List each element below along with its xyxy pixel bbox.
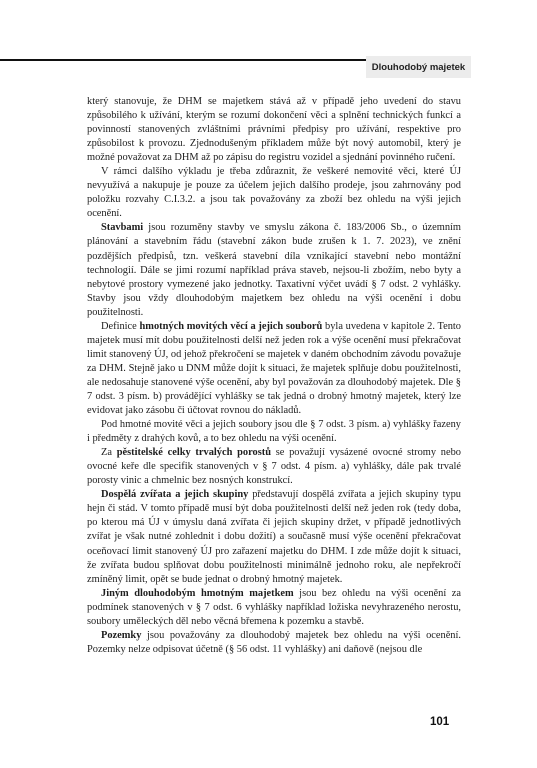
- paragraph-text: jsou bez ohledu na výši ocenění za podmínek stanovených v § 7 odst. 6 vyhlášky například ložiska nevyhrazeného nerostu, soubory uměleckých děl nebo věcná břemena k pozemku a stavbě.: [87, 587, 461, 627]
- defined-term: Pozemky: [101, 629, 142, 641]
- paragraph-text: Definice: [101, 320, 140, 332]
- paragraph: [87, 165, 461, 221]
- paragraph-text: který stanovuje, že DHM se majetkem stává až v případě jeho uvedení do stavu způsobilého k užívání, kterým se rozumí dokončení věci a splnění technických funkcí a povinností stanovených zvláštními právními předpisy pro užívání, respektive pro způsobilost k provozu. Zjednodušeným příkladem může být nový automobil, který je možné považovat za DHM až po zápisu do registru vozidel a sjednání povinného ručení.: [87, 96, 461, 164]
- page-number: 101: [430, 716, 450, 728]
- paragraph-text: se považují vysázené ovocné stromy nebo ovocné keře dle specifik stanovených v § 7 odst. 4 písm. a) vyhlášky, dále pak trvalé porosty vinic a chmelnic bez nosných konstrukcí.: [87, 447, 461, 487]
- paragraph-text: Za: [101, 447, 117, 459]
- defined-term: pěstitelské celky trvalých porostů: [116, 447, 271, 459]
- paragraph-text: představují dospělá zvířata a jejich skupiny typu hejn či stád. V tomto případě musí být doba použitelnosti delší než jeden rok (tedy doba, po kterou má ÚJ v úmyslu daná zvířata či jejich skupiny držet, v případě jednotlivých zvířat je však nutné zohlednit i dobu dožití) a současně musí výše ocenění překračovat oceňovací limit stanovený ÚJ pro zařazení majetku do DHM. I zde může dojít k situaci, že zvířata budou splňovat dobu použitelnosti minimálně jednoho roku, ale nepřekročí zmíněný limit, opět se bude jednat o drobný hmotný majetek.: [87, 489, 461, 585]
- paragraph: [87, 629, 461, 657]
- paragraph: [87, 221, 461, 319]
- paragraph: [87, 418, 461, 446]
- paragraph: [87, 320, 461, 418]
- paragraph: [87, 488, 461, 586]
- defined-term: Dospělá zvířata a jejich skupiny: [101, 489, 249, 501]
- paragraph: [87, 95, 461, 165]
- paragraph-text: byla uvedena v kapitole 2. Tento majetek musí mít dobu použitelnosti delší než jeden rok a výše ocenění musí překračovat limit stanovený ÚJ, od jehož překročení se majetek v daném obchodním závodu považuje za DHM. Stejně jako u DNM může dojít k situaci, že majetek splňuje dobu použitelnosti, ale nedosahuje stanovené výše ocenění, aby byl považován za dlouhodobý majetek. Dle § 7 odst. 3 písm. b) provádějící vyhlášky se tak jedná o drobný hmotný majetek, který lze evidovat jako zásobu či účtovat rovnou do nákladů.: [87, 320, 461, 417]
- defined-term: Stavbami: [101, 222, 144, 234]
- running-header: [366, 56, 471, 78]
- defined-term: Jiným dlouhodobým hmotným majetkem: [101, 587, 294, 599]
- paragraph: [87, 587, 461, 629]
- body-text: [87, 95, 461, 657]
- running-header-title: Dlouhodobý majetek: [371, 61, 466, 73]
- defined-term: hmotných movitých věcí a jejich souborů: [139, 320, 323, 332]
- paragraph: [87, 446, 461, 488]
- paragraph-text: V rámci dalšího výkladu je třeba zdůraznit, že veškeré nemovité věci, které ÚJ nevyužívá a nakupuje je pouze za účelem jejich dalšího prodeje, jsou zahrnovány pod položku rozvahy C.I.3.2. a jsou tak považovány za zboží bez ohledu na výši jejich ocenění.: [87, 166, 461, 220]
- paragraph-text: jsou rozuměny stavby ve smyslu zákona č. 183/2006 Sb., o územním plánování a stavebním řádu (stavební zákon bude zrušen k 1. 7. 2023), ve znění pozdějších předpisů, tzn. veškerá stavební díla vznikající stavební nebo montážní technologií. Dále se jimi rozumí například práva staveb, nejsou-li zbožím, nebo byty a nebytové prostory vymezené jako jednotky. Taxativní výčet uvádí § 7 odst. 2 vyhlášky. Stavby jsou vždy dlouhodobým majetkem bez ohledu na výši ocenění i dobu použitelnosti.: [87, 222, 461, 318]
- paragraph-text: Pod hmotné movité věci a jejich soubory jsou dle § 7 odst. 3 písm. a) vyhlášky řazeny i předměty z drahých kovů, a to bez ohledu na výši ocenění.: [87, 419, 461, 445]
- paragraph-text: jsou považovány za dlouhodobý majetek bez ohledu na výši ocenění. Pozemky nelze odpisovat účetně (§ 56 odst. 11 vyhlášky) ani daňově (nejsou dle: [87, 629, 461, 655]
